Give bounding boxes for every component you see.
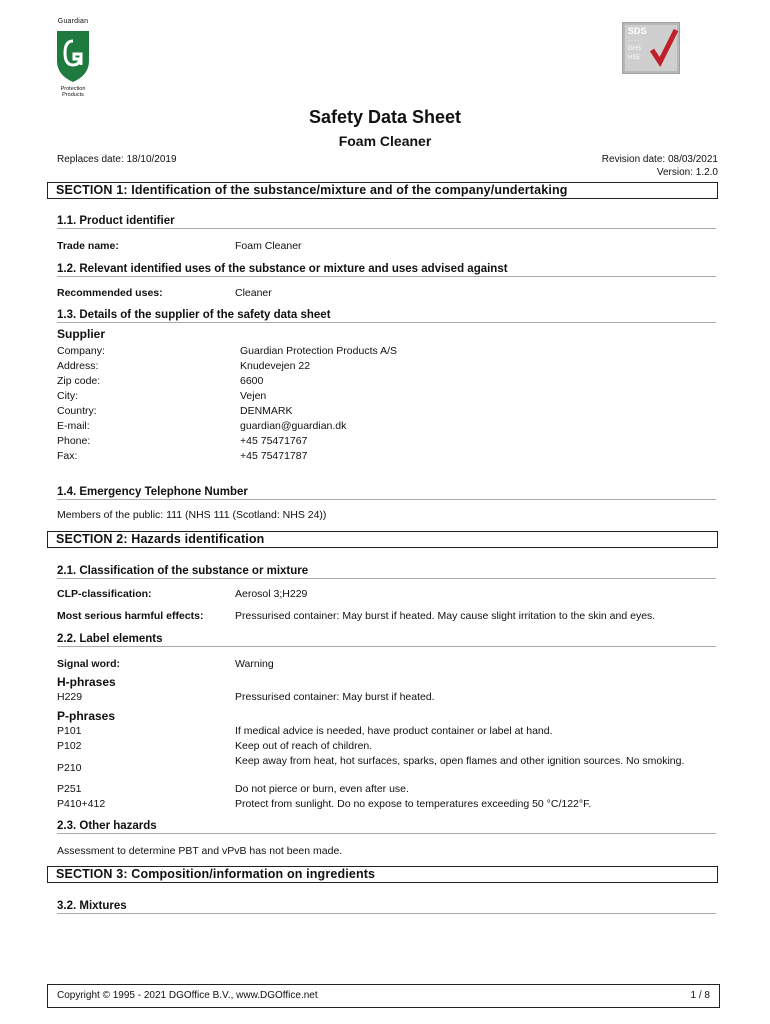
sds-badge — [622, 22, 680, 74]
section-3-title: SECTION 3: Composition/information on ingredients — [47, 866, 718, 883]
page-number: 1 / 8 — [690, 990, 710, 1001]
supplier-row-label: Zip code: — [57, 375, 101, 387]
sds-badge-line-3: GHS — [628, 46, 642, 52]
page-footer — [47, 984, 720, 1008]
footer-copyright: Copyright © 1995 - 2021 DGOffice B.V., www.DGOffice.net — [57, 990, 318, 1001]
supplier-row-label: Country: — [57, 405, 97, 417]
supplier-heading: Supplier — [57, 327, 106, 341]
logo-bottom-text: Protection Products — [60, 86, 86, 98]
supplier-row-label: City: — [57, 390, 78, 402]
signal-word-label: Signal word: — [57, 658, 120, 670]
supplier-row-label: E-mail: — [57, 420, 90, 432]
h-phrase-text: Pressurised container: May burst if heated. — [235, 691, 435, 703]
sds-badge-line-1: SDS — [628, 26, 647, 36]
supplier-row-label: Phone: — [57, 435, 91, 447]
supplier-row-value: +45 75471787 — [240, 450, 308, 462]
product-name: Foam Cleaner — [338, 133, 432, 149]
trade-name-value: Foam Cleaner — [235, 240, 302, 252]
emergency-number-text: Members of the public: 111 (NHS 111 (Scotland: NHS 24)) — [57, 509, 327, 521]
p-phrase-text: Do not pierce or burn, even after use. — [235, 783, 409, 795]
clp-value: Aerosol 3;H229 — [235, 588, 308, 600]
sds-badge-line-2: ........ — [628, 37, 640, 43]
supplier-email-link[interactable]: guardian@guardian.dk — [240, 420, 347, 432]
supplier-row-label: Address: — [57, 360, 99, 372]
supplier-row-value: 6600 — [240, 375, 264, 387]
clp-label: CLP-classification: — [57, 588, 152, 600]
p-phrases-heading: P-phrases — [57, 709, 116, 723]
trade-name-label: Trade name: — [57, 240, 119, 252]
harmful-effects-label: Most serious harmful effects: — [57, 610, 204, 622]
signal-word-value: Warning — [235, 658, 274, 670]
p-phrase-text: Protect from sunlight. Do no expose to temperatures exceeding 50 °C/122°F. — [235, 798, 592, 810]
recommended-uses-value: Cleaner — [235, 287, 272, 299]
sds-badge-line-4: HSE — [628, 55, 641, 61]
heading-1-3: 1.3. Details of the supplier of the safety data sheet — [57, 309, 716, 323]
heading-1-2: 1.2. Relevant identified uses of the substance or mixture and uses advised against — [57, 263, 716, 277]
p-phrase-code: P251 — [57, 783, 82, 795]
revision-date: Revision date: 08/03/2021 — [601, 154, 718, 165]
p-phrase-code: P102 — [57, 740, 82, 752]
heading-3-2: 3.2. Mixtures — [57, 900, 716, 914]
supplier-row-value: Guardian Protection Products A/S — [240, 345, 398, 357]
supplier-row-value: +45 75471767 — [240, 435, 308, 447]
shield-icon — [54, 27, 92, 84]
heading-2-3: 2.3. Other hazards — [57, 820, 716, 834]
version: Version: 1.2.0 — [656, 167, 718, 178]
harmful-effects-value: Pressurised container: May burst if heated. May cause slight irritation to the skin and eyes. — [235, 610, 656, 622]
supplier-row-value: Knudevejen 22 — [240, 360, 311, 372]
supplier-row-label: Company: — [57, 345, 105, 357]
heading-2-1: 2.1. Classification of the substance or mixture — [57, 565, 716, 579]
replaces-date: Replaces date: 18/10/2019 — [57, 154, 177, 165]
heading-1-4: 1.4. Emergency Telephone Number — [57, 486, 716, 500]
p-phrase-text: Keep out of reach of children. — [235, 740, 373, 752]
heading-2-2: 2.2. Label elements — [57, 633, 716, 647]
page-title: Safety Data Sheet — [308, 107, 462, 127]
section-2-title: SECTION 2: Hazards identification — [47, 531, 718, 548]
other-hazards-text: Assessment to determine PBT and vPvB has not been made. — [57, 845, 343, 857]
recommended-uses-label: Recommended uses: — [57, 287, 163, 299]
h-phrase-code: H229 — [57, 691, 83, 703]
supplier-row-value: Vejen — [240, 390, 267, 402]
supplier-row-value: DENMARK — [240, 405, 293, 417]
h-phrases-heading: H-phrases — [57, 675, 116, 689]
heading-1-1: 1.1. Product identifier — [57, 215, 716, 229]
company-logo — [52, 18, 94, 98]
p-phrase-code: P101 — [57, 725, 82, 737]
logo-top-text: Guardian — [57, 18, 89, 25]
section-1-title: SECTION 1: Identification of the substance/mixture and of the company/undertaking — [47, 182, 718, 199]
supplier-row-label: Fax: — [57, 450, 78, 462]
p-phrase-code: P410+412 — [57, 798, 106, 810]
p-phrase-code: P210 — [57, 762, 82, 774]
p-phrase-text: If medical advice is needed, have product container or label at hand. — [235, 725, 553, 737]
p-phrase-text: Keep away from heat, hot surfaces, sparks, open flames and other ignition sources. No smoking. — [235, 755, 685, 767]
